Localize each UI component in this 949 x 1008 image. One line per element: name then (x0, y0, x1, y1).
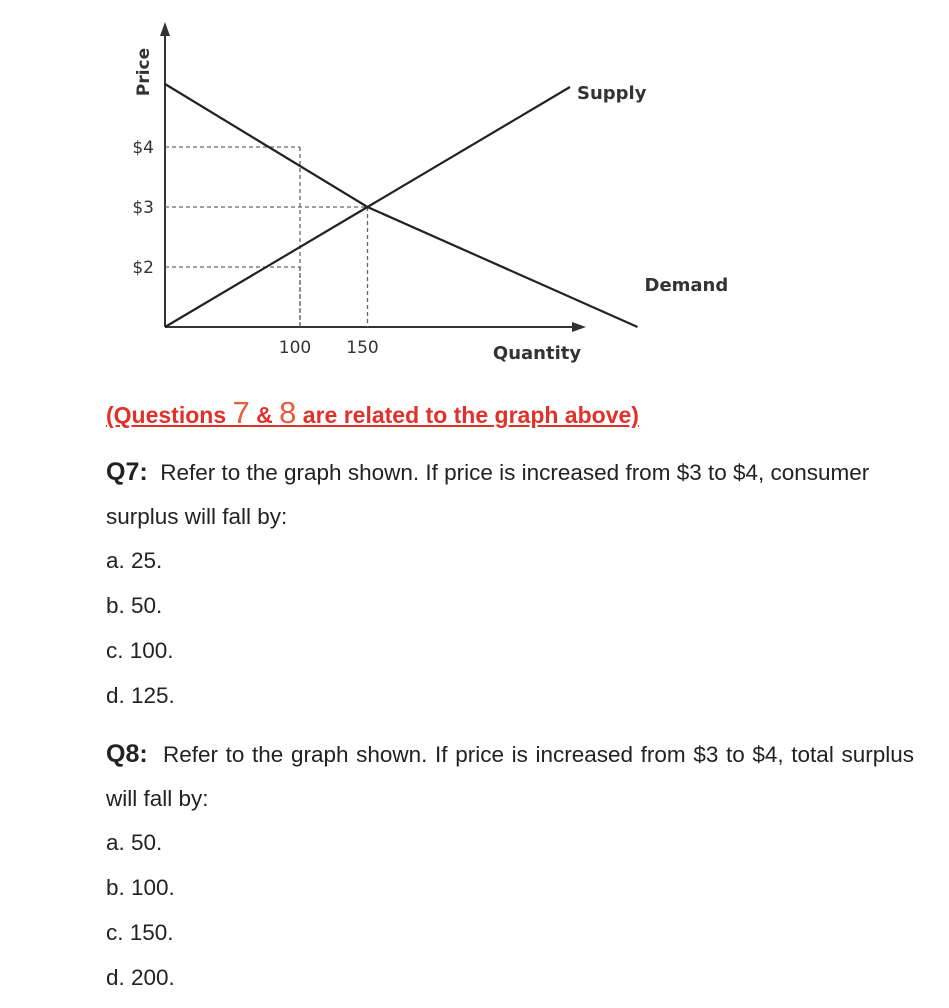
x-axis (165, 322, 586, 332)
demand-curve (165, 84, 638, 327)
y-axis-label: Price (134, 47, 154, 97)
x-axis-label: Quantity (492, 343, 582, 364)
y-tick-label: $3 (132, 198, 154, 218)
question-8-text: Q8: Refer to the graph shown. If price is increased from $3 to $4, total surplus will fall by: (106, 740, 914, 811)
question-number-7: 7 (232, 395, 250, 430)
x-tick-label: 150 (346, 338, 379, 358)
question-7-text: Q7: Refer to the graph shown. If price is increased from $3 to $4, consumer surplus will fall by: (106, 458, 870, 529)
q8-option-a: a. 50. (106, 830, 163, 855)
series-lines (165, 83, 728, 327)
graph-reference-note: (Questions 7 & 8 are related to the graph above) (106, 395, 639, 430)
question-8-label: Q8: (106, 740, 148, 768)
q7-option-c: c. 100. (106, 638, 174, 663)
q8-option-d: d. 200. (106, 965, 175, 990)
y-tick-label: $2 (132, 258, 154, 278)
q8-option-b: b. 100. (106, 875, 175, 900)
question-number-8: 8 (279, 395, 297, 430)
y-axis (160, 22, 170, 327)
question-7-label: Q7: (106, 458, 148, 486)
x-tick-label: 100 (278, 338, 312, 358)
q8-option-c: c. 150. (106, 920, 174, 945)
y-tick-label: $4 (132, 138, 154, 158)
guide-lines (165, 147, 368, 327)
supply-label: Supply (577, 83, 647, 104)
q7-option-d: d. 125. (106, 683, 175, 708)
demand-label: Demand (644, 275, 729, 296)
supply-demand-chart (0, 0, 949, 380)
q7-option-a: a. 25. (106, 548, 163, 573)
q7-option-b: b. 50. (106, 593, 163, 618)
